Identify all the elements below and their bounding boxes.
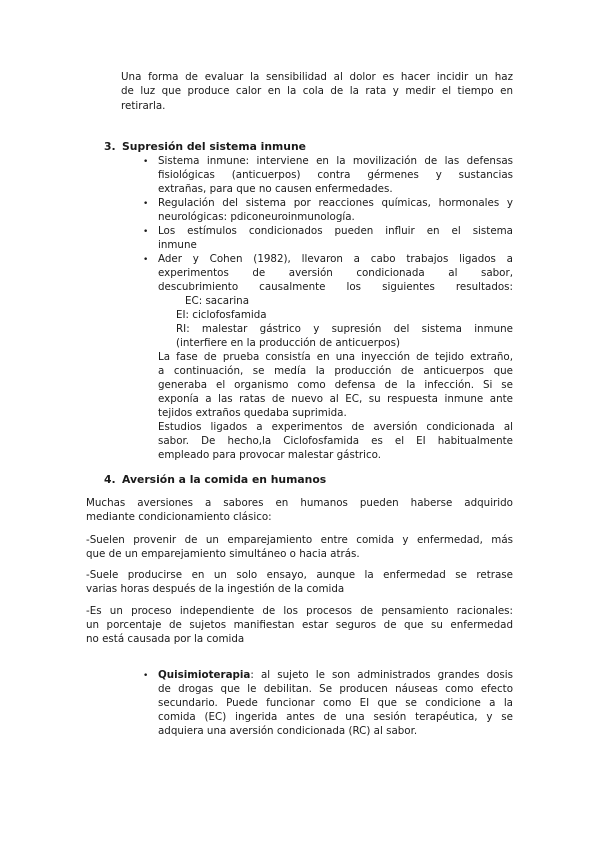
bullet-icon: • [143,199,149,209]
s4-para3-line-1: -Suele producirse en un solo ensayo, aunque la enfermedad se retrase [86,569,513,581]
s3-b1-line-3: extrañas, para que no causen enfermedades. [158,183,393,195]
quimio-line-1-rest: : al sujeto le son administrados grandes dosis [250,669,513,681]
s3-b1-line-2: fisiológicas (anticuerpos) contra gérmenes y sustancias [158,169,513,181]
s3-b3-line-1: Los estímulos condicionados pueden influir en el sistema [158,225,513,237]
s3-p2-line-1: Estudios ligados a experimentos de aversión condicionada al [158,421,513,433]
bullet-icon: • [143,671,149,681]
bullet-icon: • [143,227,149,237]
s3-p2-line-2: sabor. De hecho,la Ciclofosfamida es el EI habitualmente [158,435,513,447]
quimio-line-2: de drogas que le debilitan. Se producen náuseas como efecto [158,683,513,695]
ei-line: EI: ciclofosfamida [176,309,267,321]
intro-line-3: retirarla. [121,100,166,112]
s4-para3-line-2: varias horas después de la ingestión de la comida [86,583,345,595]
s3-p1-line-4: exponía a las ratas de nuevo al EC, su respuesta inmune ante [158,393,513,405]
s3-b2-line-1: Regulación del sistema por reacciones químicas, hormonales y [158,197,513,209]
section-4-number: 4. [104,473,116,486]
s3-p1-line-3: generaba el organismo como defensa de la infección. Si se [158,379,513,391]
s3-b4-line-1: Ader y Cohen (1982), llevaron a cabo trabajos ligados a [158,253,513,265]
s3-b4-line-2: experimentos de aversión condicionada al sabor, [158,267,513,279]
s3-b2-line-2: neurológicas: pdiconeuroinmunología. [158,211,355,223]
intro-line-2: de luz que produce calor en la cola de la rata y medir el tiempo en [121,85,513,97]
s4-para2-line-2: que de un emparejamiento simultáneo o hacia atrás. [86,548,360,560]
quimio-line-1 [158,668,513,682]
quimio-line-5: adquiera una aversión condicionada (RC) al sabor. [158,725,418,737]
s4-para4-line-3: no está causada por la comida [86,633,245,645]
section-4-title: Aversión a la comida en humanos [122,473,327,486]
s4-para1-line-2: mediante condicionamiento clásico: [86,511,272,523]
s3-p1-line-2: a continuación, se medía la producción de anticuerpos que [158,365,513,377]
section-3-number: 3. [104,140,116,153]
s4-para2-line-1: -Suelen provenir de un emparejamiento entre comida y enfermedad, más [86,534,513,546]
ri-line-1: RI: malestar gástrico y supresión del sistema inmune [176,323,513,335]
quimio-line-3: secundario. Puede funcionar como EI que se condicione a la [158,697,513,709]
s4-para4-line-1: -Es un proceso independiente de los procesos de pensamiento racionales: [86,605,513,617]
s3-b4-line-3: descubrimiento causalmente los siguientes resultados: [158,281,513,293]
s3-p1-line-5: tejidos extraños quedaba suprimida. [158,407,347,419]
s4-para1-line-1: Muchas aversiones a sabores en humanos pueden haberse adquirido [86,497,513,509]
bullet-icon: • [143,255,149,265]
s3-p1-line-1: La fase de prueba consistía en una inyección de tejido extraño, [158,351,513,363]
ri-line-2: (interfiere en la producción de anticuerpos) [176,337,401,349]
section-3-title: Supresión del sistema inmune [122,140,307,153]
ec-line: EC: sacarina [185,295,250,307]
bullet-icon: • [143,157,149,167]
quimio-line-4: comida (EC) ingerida antes de una sesión terapéutica, y se [158,711,513,723]
s3-b3-line-2: inmune [158,239,197,251]
intro-line-1: Una forma de evaluar la sensibilidad al dolor es hacer incidir un haz [121,71,513,83]
s3-p2-line-3: empleado para provocar malestar gástrico. [158,449,382,461]
quimio-term: Quisimioterapia [158,669,251,681]
s3-b1-line-1: Sistema inmune: interviene en la movilización de las defensas [158,155,513,167]
s4-para4-line-2: un porcentaje de sujetos manifiestan estar seguros de que su enfermedad [86,619,513,631]
